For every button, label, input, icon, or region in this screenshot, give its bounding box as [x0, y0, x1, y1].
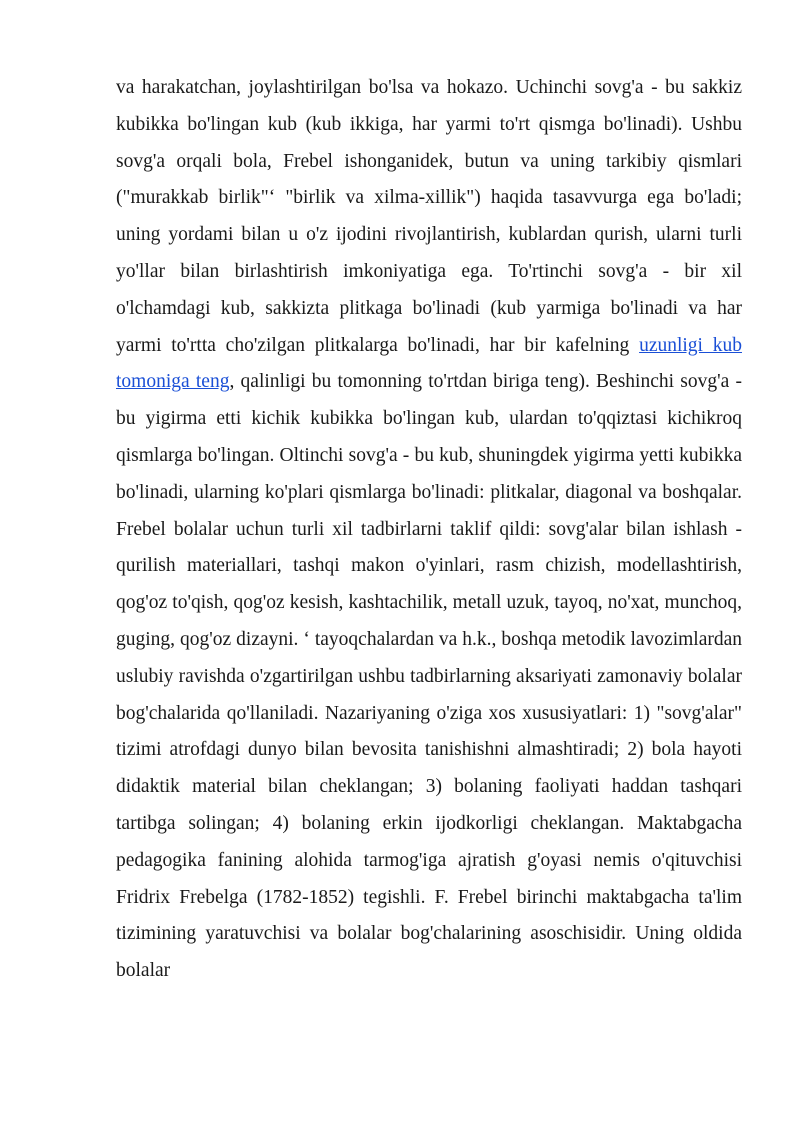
body-paragraph	[116, 70, 742, 990]
paragraph-text-start: va harakatchan, joylashtirilgan bo'lsa va hokazo. Uchinchi sovg'a - bu sakkiz kubikka bo'lingan kub (kub ikkiga, har yarmi to'rt qismga bo'linadi). Ushbu sovg'a orqali bola, Frebel ishonganidek, butun va uning tarkibiy qismlari ("murakkab birlik"‘ "birlik va xilma-xillik") haqida tasavvurga ega bo'ladi; uning yordami bilan u o'z ijodini rivojlantirish, kublardan qurish, ularni turli yo'llar bilan birlashtirish imkoniyatiga ega. To'rtinchi sovg'a - bir xil o'lchamdagi kub, sakkizta plitkaga bo'linadi (kub yarmiga bo'linadi va har yarmi to'rtta cho'zilgan plitkalarga bo'linadi, har bir kafelning	[116, 77, 742, 356]
inline-hyperlink[interactable]: uzunligi kub tomoniga teng	[116, 334, 742, 393]
paragraph-text-end: , qalinligi bu tomonning to'rtdan biriga teng). Beshinchi sovg'a - bu yigirma etti kichik kubikka bo'lingan kub, ulardan to'qqiztasi kichikroq qismlarga bo'lingan. Oltinchi sovg'a - bu kub, shuningdek yigirma yetti kubikka bo'linadi, ularning ko'plari qismlarga bo'linadi: plitkalar, diagonal va boshqalar. Frebel bolalar uchun turli xil tadbirlarni taklif qildi: sovg'alar bilan ishlash - qurilish materiallari, tashqi makon o'yinlari, rasm chizish, modellashtirish, qog'oz to'qish, qog'oz kesish, kashtachilik, metall uzuk, tayoq, no'xat, munchoq, guging, qog'oz dizayni. ‘ tayoqchalardan va h.k., boshqa metodik lavozimlardan uslubiy ravishda o'zgartirilgan ushbu tadbirlarning aksariyati zamonaviy bolalar bog'chalarida qo'llaniladi. Nazariyaning o'ziga xos xususiyatlari: 1) "sovg'alar" tizimi atrofdagi dunyo bilan bevosita tanishishni almashtiradi; 2) bola hayoti didaktik material bilan cheklangan; 3) bolaning faoliyati haddan tashqari tartibga solingan; 4) bolaning erkin ijodkorligi cheklangan. Maktabgacha pedagogika fanining alohida tarmog'iga ajratish g'oyasi nemis o'qituvchisi Fridrix Frebelga (1782-1852) tegishli. F. Frebel birinchi maktabgacha ta'lim tizimining yaratuvchisi va bolalar bog'chalarining asoschisidir. Uning oldida bolalar	[116, 371, 742, 982]
document-page	[116, 70, 742, 990]
